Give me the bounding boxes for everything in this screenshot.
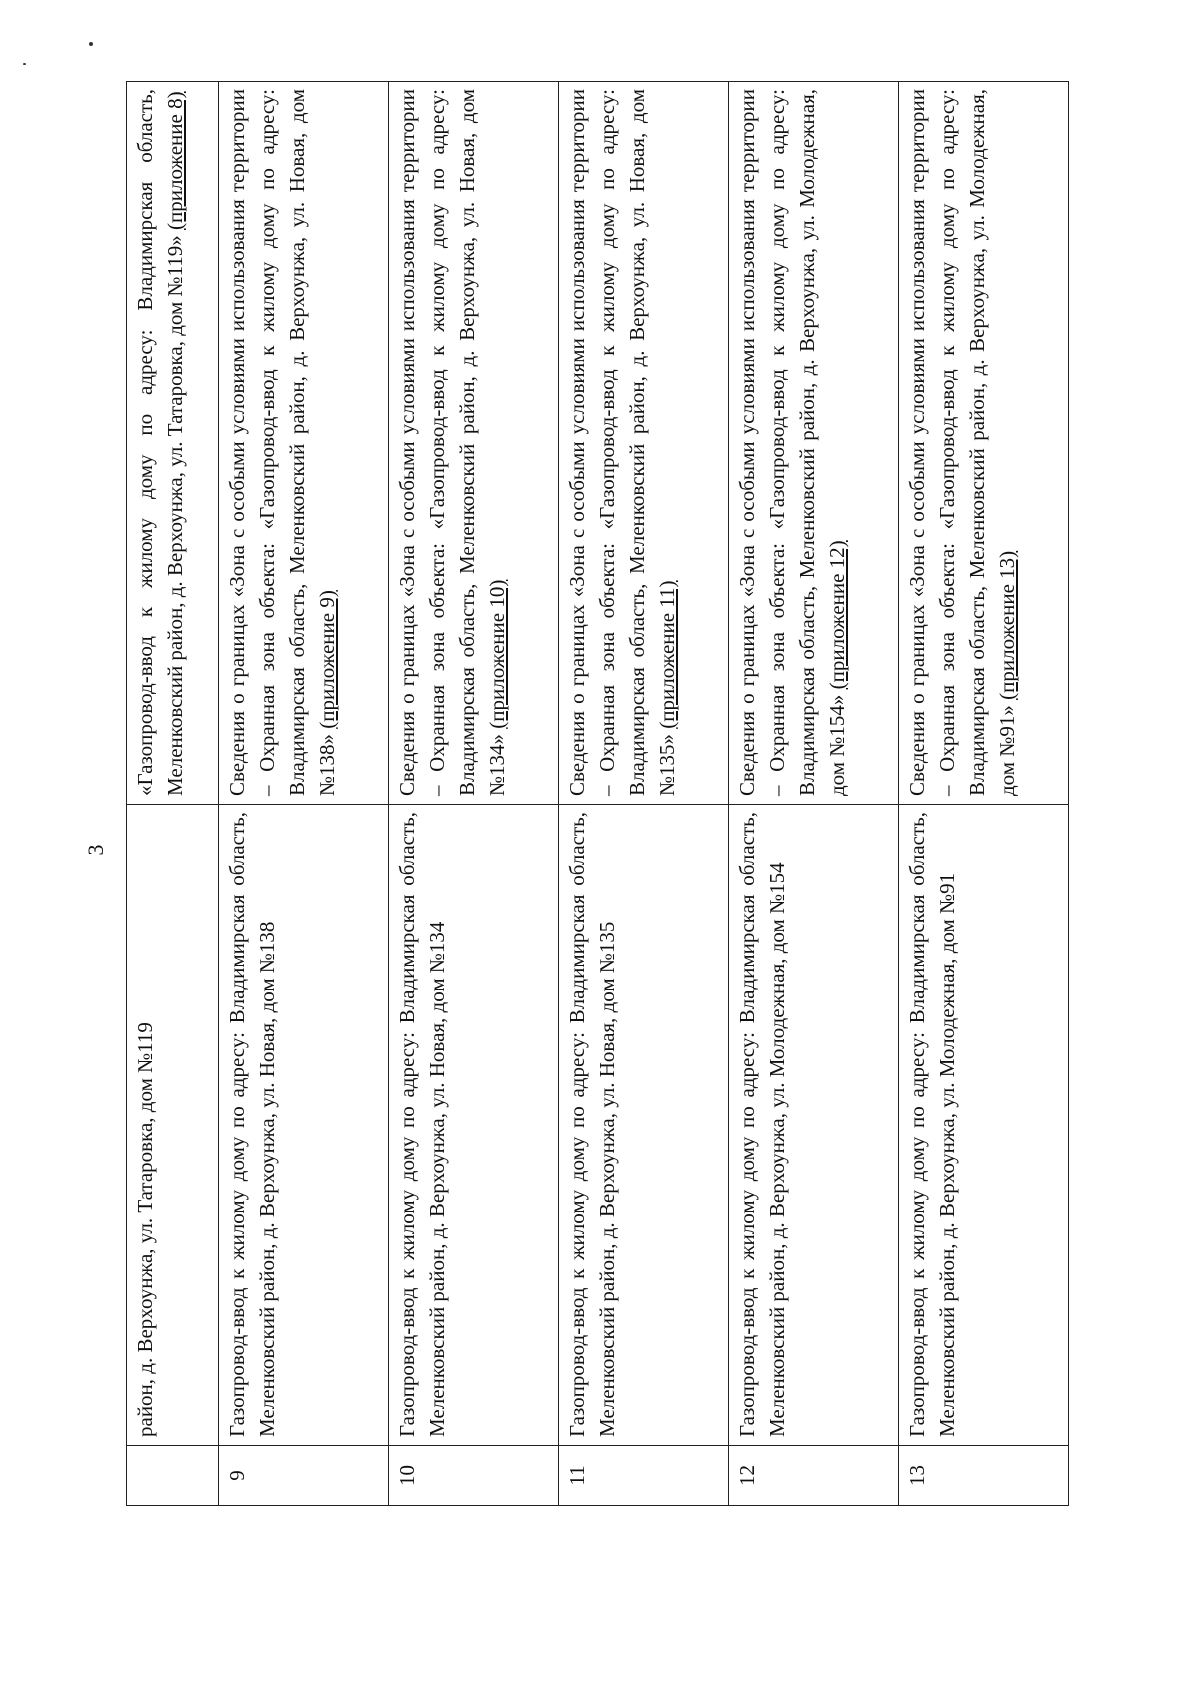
object-cell: Газопровод-ввод к жилому дому по адресу: Владимирская область, Меленковский район, д. Верхоунжа, ул. Молодежная, дом №154	[729, 805, 899, 1446]
gas-pipeline-table	[126, 81, 1069, 1506]
info-text: Сведения о границах «Зона с особыми условиями использования территории – Охранная зона объекта: «Газопровод-ввод к жилому дому по адресу: Владимирская область, Меленковский район, д. Верхоунжа, ул. Новая, дом №134»	[395, 89, 509, 796]
info-cell	[127, 82, 219, 805]
appendix-ref: (приложение 9)	[315, 590, 339, 729]
object-cell: район, д. Верхоунжа, ул. Татаровка, дом №119	[127, 805, 219, 1446]
table-row	[729, 82, 899, 1506]
appendix-ref: (приложение 12)	[825, 540, 849, 690]
row-number-cell	[127, 1446, 219, 1506]
scan-speck	[23, 63, 26, 65]
info-cell	[219, 82, 389, 805]
table-row	[127, 82, 219, 1506]
info-text: Сведения о границах «Зона с особыми условиями использования территории – Охранная зона объекта: «Газопровод-ввод к жилому дому по адресу: Владимирская область, Меленковский район, д. Верхоунжа, ул. Молодежная, дом №154»	[735, 89, 849, 796]
info-cell	[389, 82, 559, 805]
info-text: Сведения о границах «Зона с особыми условиями использования территории – Охранная зона объекта: «Газопровод-ввод к жилому дому по адресу: Владимирская область, Меленковский район, д. Верхоунжа, ул. Новая, дом №138»	[225, 89, 339, 796]
appendix-ref: (приложение 11)	[655, 580, 679, 729]
info-text: Сведения о границах «Зона с особыми условиями использования территории – Охранная зона объекта: «Газопровод-ввод к жилому дому по адресу: Владимирская область, Меленковский район, д. Верхоунжа, ул. Молодежная, дом №91»	[905, 89, 1019, 796]
info-text: «Газопровод-ввод к жилому дому по адресу: Владимирская область, Меленковский район, д. Верхоунжа, ул. Татаровка, дом №119»	[133, 89, 187, 796]
row-number-cell: 11	[559, 1446, 729, 1506]
table-row	[219, 82, 389, 1506]
row-number-cell: 13	[899, 1446, 1069, 1506]
page-number: 3	[83, 844, 108, 856]
object-cell: Газопровод-ввод к жилому дому по адресу: Владимирская область, Меленковский район, д. Верхоунжа, ул. Молодежная, дом №91	[899, 805, 1069, 1446]
appendix-ref: (приложение 10)	[485, 579, 509, 729]
table-row	[559, 82, 729, 1506]
row-number-cell: 12	[729, 1446, 899, 1506]
info-cell	[559, 82, 729, 805]
info-text: Сведения о границах «Зона с особыми условиями использования территории – Охранная зона объекта: «Газопровод-ввод к жилому дому по адресу: Владимирская область, Меленковский район, д. Верхоунжа, ул. Новая, дом №135»	[565, 89, 679, 796]
object-cell: Газопровод-ввод к жилому дому по адресу: Владимирская область, Меленковский район, д. Верхоунжа, ул. Новая, дом №138	[219, 805, 389, 1446]
table-row	[899, 82, 1069, 1506]
object-cell: Газопровод-ввод к жилому дому по адресу: Владимирская область, Меленковский район, д. Верхоунжа, ул. Новая, дом №135	[559, 805, 729, 1446]
info-cell	[729, 82, 899, 805]
row-number-cell: 9	[219, 1446, 389, 1506]
appendix-ref: (приложение 8)	[163, 91, 187, 230]
table-row	[389, 82, 559, 1506]
appendix-ref: (приложение 13)	[995, 550, 1019, 700]
scan-speck	[89, 42, 93, 46]
object-cell: Газопровод-ввод к жилому дому по адресу: Владимирская область, Меленковский район, д. Верхоунжа, ул. Новая, дом №134	[389, 805, 559, 1446]
row-number-cell: 10	[389, 1446, 559, 1506]
info-cell	[899, 82, 1069, 805]
rotated-table-container	[126, 82, 1068, 1506]
